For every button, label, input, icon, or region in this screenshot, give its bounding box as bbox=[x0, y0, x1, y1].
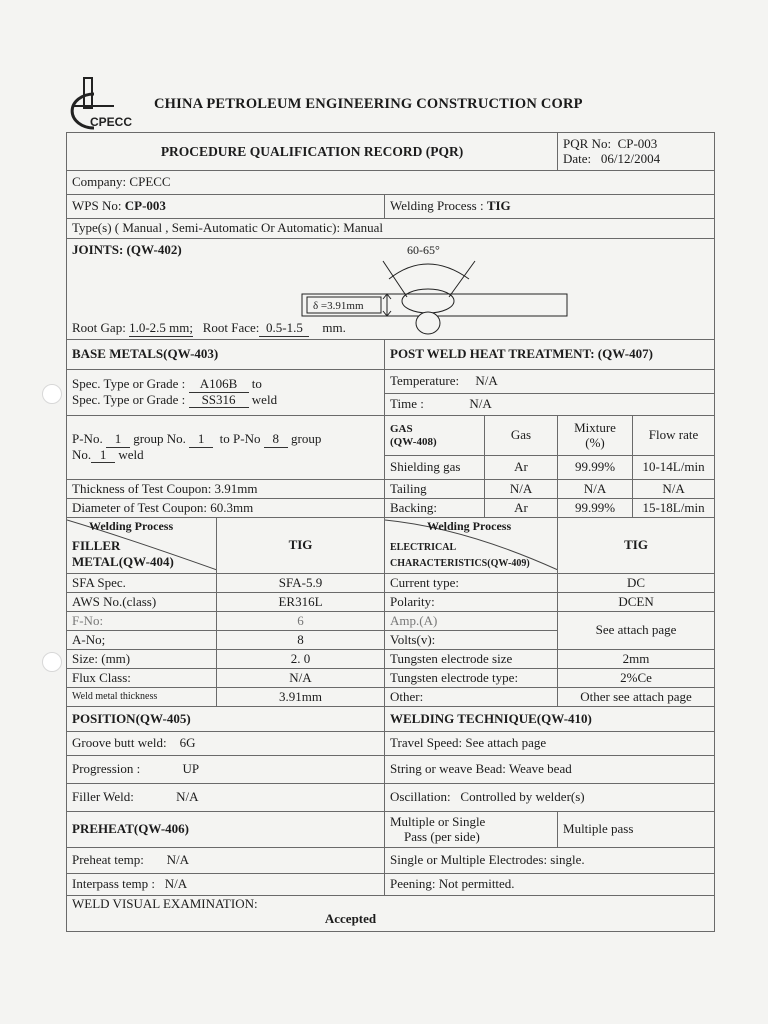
form-table bbox=[66, 132, 715, 932]
gas-row-mixture: 99.99% bbox=[558, 499, 633, 518]
gas-row bbox=[67, 480, 715, 499]
gas-row-name: Shielding gas bbox=[385, 456, 485, 480]
to-pno-value: 8 bbox=[264, 432, 288, 448]
interpass-row bbox=[67, 874, 385, 896]
polarity-value: DCEN bbox=[558, 593, 715, 612]
filler-row-value: SFA-5.9 bbox=[217, 574, 385, 593]
polarity-label: Polarity: bbox=[385, 593, 558, 612]
filler-row-value: 3.91mm bbox=[217, 688, 385, 707]
preheat-temp-label: Preheat temp: bbox=[72, 852, 144, 868]
preheat-label: PREHEAT(QW-406) bbox=[67, 812, 385, 848]
electrical-char-label: ELECTRICAL CHARACTERISTICS(QW-409) bbox=[390, 542, 530, 569]
filler-row-value: 6 bbox=[217, 612, 385, 631]
gas-row-gas: N/A bbox=[485, 480, 558, 499]
pwht-label: POST WELD HEAT TREATMENT: (QW-407) bbox=[385, 340, 715, 370]
gas-row bbox=[67, 499, 715, 518]
preheat-temp-value: N/A bbox=[166, 852, 189, 868]
amp-volts-value: See attach page bbox=[558, 612, 715, 650]
company: Company: CPECC bbox=[67, 171, 715, 195]
cpecc-logo bbox=[64, 76, 134, 132]
base-metals-label: BASE METALS(QW-403) bbox=[67, 340, 385, 370]
time-row bbox=[385, 394, 715, 416]
form-title: PROCEDURE QUALIFICATION RECORD (PQR) bbox=[67, 133, 558, 171]
groove-row bbox=[67, 732, 385, 756]
current-label: Current type: bbox=[385, 574, 558, 593]
gas-row-flow: N/A bbox=[633, 480, 715, 499]
filler-process-label: Welding Process bbox=[89, 519, 174, 533]
types: Type(s) ( Manual , Semi-Automatic Or Automatic): Manual bbox=[67, 219, 715, 239]
visual-exam-result: Accepted bbox=[324, 910, 377, 926]
other-value: Other see attach page bbox=[558, 688, 715, 707]
filler-row-value: ER316L bbox=[217, 593, 385, 612]
current-value: DC bbox=[558, 574, 715, 593]
filler-metal-label: FILLER METAL(QW-404) bbox=[72, 538, 174, 570]
date-value: 06/12/2004 bbox=[600, 150, 661, 166]
visual-exam-label: WELD VISUAL EXAMINATION: bbox=[72, 896, 258, 911]
wps-no: CP-003 bbox=[124, 198, 166, 214]
multi-pass-label-1: Multiple or Single bbox=[390, 813, 486, 829]
welding-process-cell bbox=[385, 195, 715, 219]
corporation-name: CHINA PETROLEUM ENGINEERING CONSTRUCTION CORP bbox=[154, 96, 583, 112]
group-value: 1 bbox=[189, 432, 213, 448]
filler-weld-row bbox=[67, 784, 385, 812]
amp-label: Amp.(A) bbox=[385, 612, 558, 631]
volts-label: Volts(v): bbox=[385, 631, 558, 650]
to-pno-label: to P-No bbox=[219, 430, 261, 446]
spec-cell bbox=[67, 370, 385, 416]
position-label: POSITION(QW-405) bbox=[67, 707, 385, 732]
gas-row-gas: Ar bbox=[485, 456, 558, 480]
thickness-label: δ =3.91mm bbox=[313, 300, 364, 312]
spec2-suffix: weld bbox=[251, 391, 278, 407]
spec1-suffix: to bbox=[251, 375, 262, 391]
pno-label: P-No. bbox=[72, 430, 103, 446]
spec2-value: SS316 bbox=[189, 393, 249, 409]
filler-weld-value: N/A bbox=[176, 789, 199, 805]
pqr-no: CP-003 bbox=[617, 135, 658, 151]
interpass-value: N/A bbox=[164, 876, 188, 892]
gas-row-flow: 10-14L/min bbox=[633, 456, 715, 480]
tungsten-size-label: Tungsten electrode size bbox=[385, 650, 558, 669]
gas-row-mixture: N/A bbox=[558, 480, 633, 499]
oscillation-label: Oscillation: bbox=[390, 789, 451, 805]
punch-hole bbox=[42, 652, 62, 672]
spec1-value: A106B bbox=[189, 377, 249, 393]
group-label: group No. bbox=[133, 430, 186, 446]
electrical-process-label: Welding Process bbox=[427, 519, 512, 533]
letterhead bbox=[64, 76, 704, 132]
electrical-process: TIG bbox=[558, 518, 715, 574]
time-value: N/A bbox=[469, 396, 492, 412]
oscillation-value: Controlled by welder(s) bbox=[460, 789, 585, 805]
root-gap-line bbox=[72, 321, 346, 337]
pqr-form bbox=[66, 132, 714, 932]
no-suffix: weld bbox=[118, 446, 144, 462]
wps-cell bbox=[67, 195, 385, 219]
temperature-label: Temperature: bbox=[390, 373, 460, 389]
punch-hole bbox=[42, 384, 62, 404]
string-bead: String or weave Bead: Weave bead bbox=[385, 756, 715, 784]
filler-process: TIG bbox=[217, 518, 385, 574]
filler-row-label: A-No; bbox=[67, 631, 217, 650]
electrodes: Single or Multiple Electrodes: single. bbox=[385, 848, 715, 874]
gas-code: (QW-408) bbox=[390, 435, 437, 448]
preheat-row bbox=[67, 848, 385, 874]
filler-diag-header bbox=[67, 518, 217, 574]
pno-cell bbox=[67, 416, 385, 480]
filler-row-label: Flux Class: bbox=[67, 669, 217, 688]
temperature-value: N/A bbox=[475, 373, 498, 389]
gas-label: GAS bbox=[390, 422, 413, 435]
time-label: Time : bbox=[390, 396, 424, 412]
gas-row-mixture: 99.99% bbox=[558, 456, 633, 480]
date-label: Date: bbox=[563, 150, 592, 166]
wps-label: WPS No: bbox=[72, 198, 122, 214]
temperature-row bbox=[385, 370, 715, 394]
filler-row-label: AWS No.(class) bbox=[67, 593, 217, 612]
multi-pass-label bbox=[385, 812, 558, 848]
filler-row-label: SFA Spec. bbox=[67, 574, 217, 593]
gas-row-name: Backing: bbox=[385, 499, 485, 518]
pqr-no-label: PQR No: bbox=[563, 135, 612, 151]
welding-process-label: Welding Process : bbox=[390, 198, 484, 214]
multi-pass-value: Multiple pass bbox=[558, 812, 715, 848]
electrical-diag-header bbox=[385, 518, 558, 574]
gas-row-flow: 15-18L/min bbox=[633, 499, 715, 518]
root-face-unit: mm. bbox=[322, 320, 346, 336]
technique-label: WELDING TECHNIQUE(QW-410) bbox=[385, 707, 715, 732]
gas-label-cell bbox=[385, 416, 485, 456]
groove-label: Groove butt weld: bbox=[72, 735, 167, 751]
peening: Peening: Not permitted. bbox=[385, 874, 715, 896]
tungsten-type-label: Tungsten electrode type: bbox=[385, 669, 558, 688]
spec1-label: Spec. Type or Grade : bbox=[72, 375, 186, 391]
groove-value: 6G bbox=[179, 735, 196, 751]
root-face-value: 0.5-1.5 bbox=[259, 321, 309, 337]
no-label: No. bbox=[72, 446, 92, 462]
travel-speed: Travel Speed: See attach page bbox=[385, 732, 715, 756]
joints-label: JOINTS: (QW-402) bbox=[72, 242, 182, 257]
diameter-coupon: Diameter of Test Coupon: 60.3mm bbox=[67, 499, 385, 518]
filler-row-value: N/A bbox=[217, 669, 385, 688]
thickness-coupon: Thickness of Test Coupon: 3.91mm bbox=[67, 480, 385, 499]
filler-row-label: F-No: bbox=[67, 612, 217, 631]
tungsten-type-value: 2%Ce bbox=[558, 669, 715, 688]
filler-row-value: 8 bbox=[217, 631, 385, 650]
root-face-label: Root Face: bbox=[202, 320, 260, 336]
root-gap-value: 1.0-2.5 mm; bbox=[129, 320, 193, 336]
root-gap-label: Root Gap: bbox=[72, 320, 126, 336]
filler-row-label: Size: (mm) bbox=[67, 650, 217, 669]
col-mixture: Mixture (%) bbox=[558, 416, 633, 456]
filler-row-value: 2. 0 bbox=[217, 650, 385, 669]
spec2-label: Spec. Type or Grade : bbox=[72, 391, 186, 407]
no-value: 1 bbox=[91, 448, 115, 464]
logo-text: CPECC bbox=[90, 115, 133, 129]
filler-weld-label: Filler Weld: bbox=[72, 789, 134, 805]
gas-row-gas: Ar bbox=[485, 499, 558, 518]
group2-label: group bbox=[290, 430, 322, 446]
col-flow: Flow rate bbox=[633, 416, 715, 456]
interpass-label: Interpass temp : bbox=[72, 876, 156, 892]
progression-label: Progression : bbox=[72, 761, 141, 777]
joints-section bbox=[67, 239, 715, 340]
col-gas: Gas bbox=[485, 416, 558, 456]
visual-exam bbox=[67, 896, 715, 932]
tungsten-size-value: 2mm bbox=[558, 650, 715, 669]
gas-row-name: Tailing bbox=[385, 480, 485, 499]
progression-value: UP bbox=[182, 761, 200, 777]
bevel-angle: 60-65° bbox=[407, 243, 440, 257]
filler-row-label: Weld metal thickness bbox=[67, 688, 217, 707]
pqr-info bbox=[558, 133, 715, 171]
progression-row bbox=[67, 756, 385, 784]
multi-pass-label-2: Pass (per side) bbox=[404, 828, 480, 844]
welding-process: TIG bbox=[486, 198, 511, 214]
other-label: Other: bbox=[385, 688, 558, 707]
pno-value: 1 bbox=[106, 432, 130, 448]
oscillation-row bbox=[385, 784, 715, 812]
